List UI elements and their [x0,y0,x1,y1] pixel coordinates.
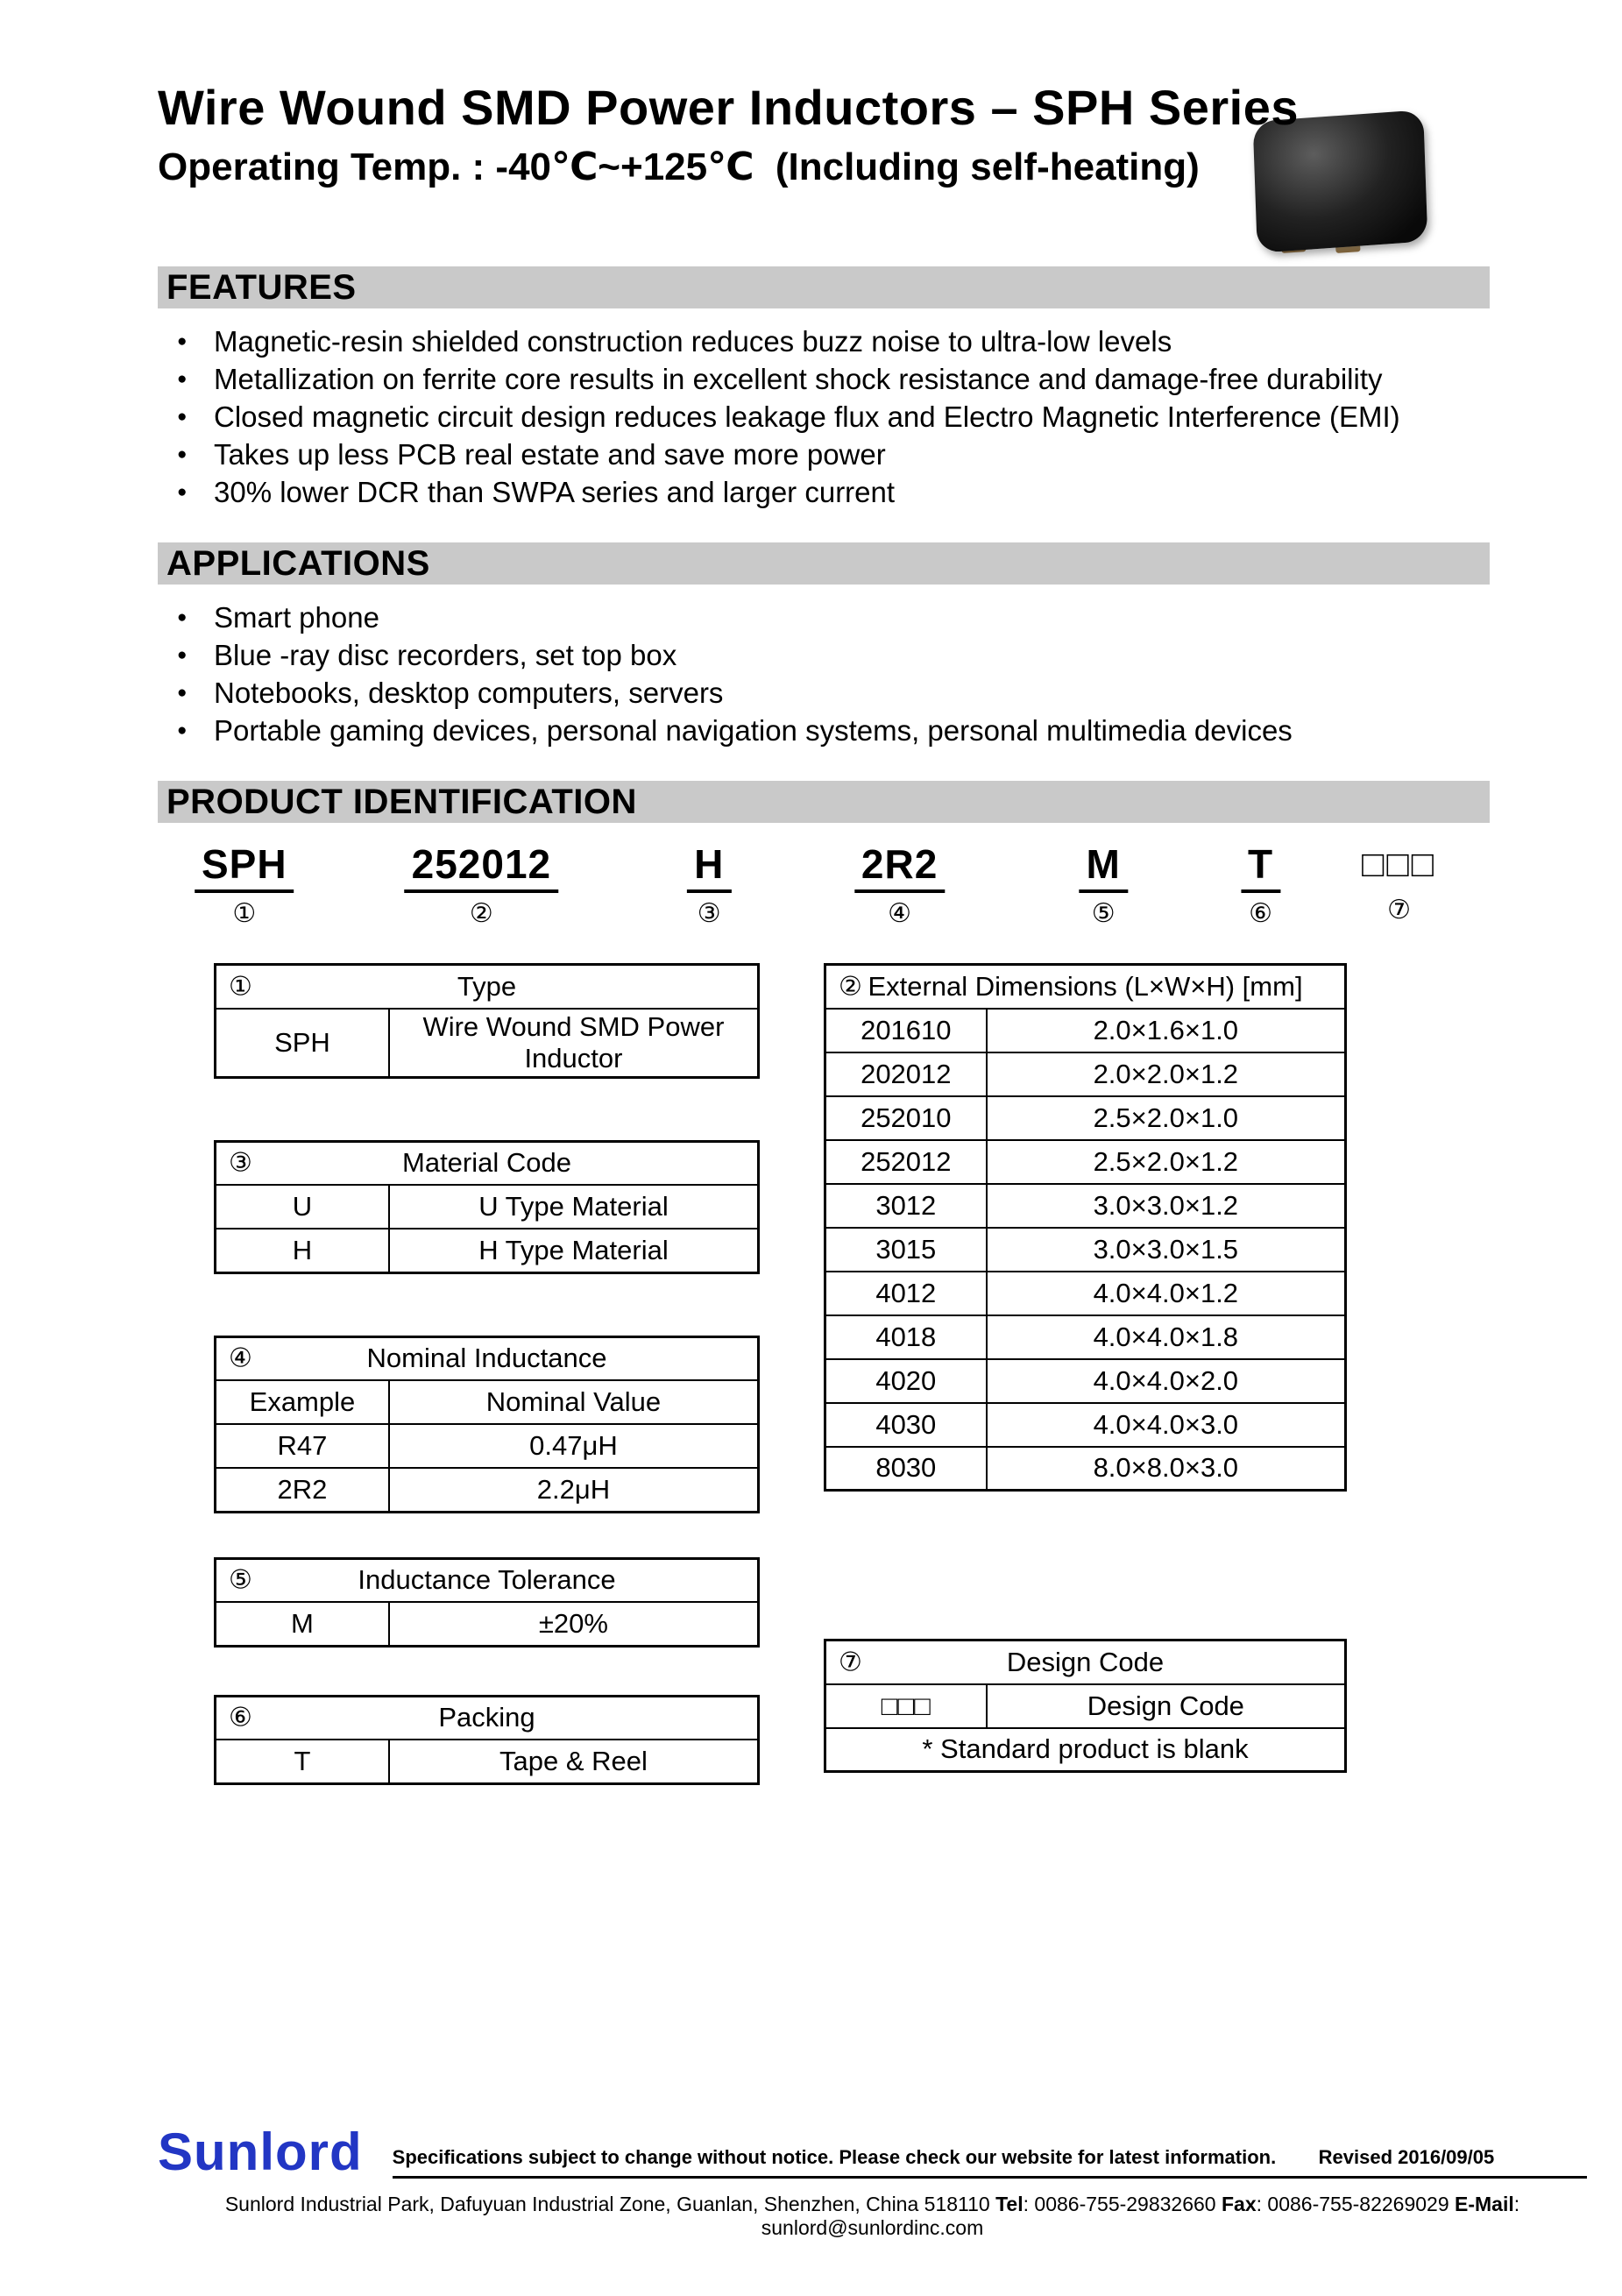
code-part-label: □□□ [1362,843,1437,884]
table-row [216,1185,759,1229]
address-text: : 0086-755-29832660 [1023,2193,1222,2215]
address-label: E-Mail [1455,2193,1514,2215]
features-list [177,322,1490,511]
code-part [1080,840,1128,929]
table-cell: □□□ [825,1684,987,1728]
table-cell: U [216,1185,389,1229]
table-cell: 201610 [825,1009,987,1052]
table-title: External Dimensions (L×W×H) [mm] [868,970,1303,1002]
table-cell: Nominal Value [389,1380,759,1424]
product-identification-heading: PRODUCT IDENTIFICATION [158,781,1490,823]
bullet-item: ● Magnetic-resin shielded construction reduces buzz noise to ultra-low levels [177,322,1490,360]
table-cell: 2.5×2.0×1.0 [987,1096,1346,1140]
table-row [825,1096,1346,1140]
table-cell: 252012 [825,1140,987,1184]
circled-number: ③ [229,1148,252,1178]
table-cell: 4.0×4.0×2.0 [987,1359,1346,1403]
table-row [216,1380,759,1424]
table-title: Type [457,970,517,1002]
bullet-item: ● Notebooks, desktop computers, servers [177,674,1490,712]
code-part [687,840,731,929]
bullet-item: ● Blue -ray disc recorders, set top box [177,636,1490,674]
page-footer [158,2122,1587,2240]
bullet-item: ● Metallization on ferrite core results in excellent shock resistance and damage-free durability [177,360,1490,398]
applications-heading: APPLICATIONS [158,542,1490,585]
table-row [825,1684,1346,1728]
table-title: Design Code [1006,1646,1165,1677]
table-cell: 8.0×8.0×3.0 [987,1447,1346,1491]
table-cell: 2.2μH [389,1468,759,1512]
footer-note-line [393,2146,1587,2179]
table-cell: 4030 [825,1403,987,1447]
table-cell: T [216,1740,389,1783]
table-cell: Design Code [987,1684,1346,1728]
nominal-inductance-table [214,1336,760,1513]
address-label: Tel [995,2193,1023,2215]
circled-number: ⑦ [1387,896,1412,925]
table-cell: 252010 [825,1096,987,1140]
operating-temp-subtitle: Operating Temp. : -40℃~+125℃ (Including self-heating) [158,145,1200,188]
table-cell: 3.0×3.0×1.2 [987,1184,1346,1228]
page-title: Wire Wound SMD Power Inductors – SPH Series [158,80,1299,135]
address-text: : sunlord@sunlordinc.com [761,2193,1520,2239]
address-text: Sunlord Industrial Park, Dafuyuan Industrial Zone, Guanlan, Shenzhen, China 518110 [224,2193,996,2215]
table-cell: 4012 [825,1272,987,1315]
address-text: : 0086-755-82269029 [1256,2193,1456,2215]
table-cell: 3012 [825,1184,987,1228]
packing-table [214,1695,760,1785]
specifications-note: Specifications subject to change without notice. Please check our website for latest information. [392,2146,1277,2168]
footer-top-row [158,2122,1587,2181]
table-row [216,1468,759,1512]
table-row [216,1740,759,1783]
applications-list [177,599,1490,749]
bullet-item: ● 30% lower DCR than SWPA series and larger current [177,473,1490,511]
code-part-label: 252012 [405,840,559,893]
table-row [216,1009,759,1078]
revision-date: Revised 2016/09/05 [1318,2146,1495,2168]
table-cell: 4.0×4.0×3.0 [987,1403,1346,1447]
page-content [158,0,1490,1785]
circled-number: ② [839,972,862,1002]
identification-tables [158,963,1490,1785]
table-row [825,1009,1346,1052]
bullet-item: ● Smart phone [177,599,1490,636]
code-part-label: 2R2 [854,840,945,893]
circled-number: ⑤ [229,1565,252,1595]
circled-number: ⑥ [229,1703,252,1733]
table-row [216,1424,759,1468]
table-cell: R47 [216,1424,389,1468]
table-row [825,1140,1346,1184]
table-title: Nominal Inductance [366,1343,607,1374]
table-cell: H [216,1229,389,1272]
code-part-label: H [687,840,731,893]
circled-number: ⑤ [1091,899,1116,928]
code-part-label: M [1080,840,1128,893]
code-part [1241,840,1280,929]
code-part [854,840,945,929]
type-table [214,963,760,1079]
code-part [1355,840,1443,925]
code-part [195,840,294,929]
table-row [825,1403,1346,1447]
circled-number: ③ [697,899,721,928]
table-cell: 4.0×4.0×1.2 [987,1272,1346,1315]
inductance-tolerance-table [214,1557,760,1648]
table-cell: 4020 [825,1359,987,1403]
circled-number: ⑦ [839,1648,862,1677]
table-cell: ±20% [389,1602,759,1646]
table-cell: 202012 [825,1052,987,1096]
bullet-item: ● Takes up less PCB real estate and save more power [177,436,1490,473]
table-cell: SPH [216,1009,389,1078]
table-cell: M [216,1602,389,1646]
features-heading: FEATURES [158,266,1490,308]
table-title: Material Code [402,1147,571,1179]
table-row [825,1447,1346,1491]
circled-number: ② [469,899,493,928]
table-cell: U Type Material [389,1185,759,1229]
table-cell: 2.5×2.0×1.2 [987,1140,1346,1184]
table-cell: 3015 [825,1228,987,1272]
table-row [216,1229,759,1272]
code-part [405,840,559,929]
design-code-table [824,1639,1347,1773]
table-row [216,1602,759,1646]
table-cell: 3.0×3.0×1.5 [987,1228,1346,1272]
company-address [158,2193,1587,2240]
table-row [825,1052,1346,1096]
table-cell: 2R2 [216,1468,389,1512]
table-cell: 8030 [825,1447,987,1491]
circled-number: ⑥ [1249,899,1272,928]
part-number-code-row [158,840,1490,944]
bullet-item: ● Portable gaming devices, personal navigation systems, personal multimedia devices [177,712,1490,749]
bullet-item: ● Closed magnetic circuit design reduces leakage flux and Electro Magnetic Interference (EMI) [177,398,1490,436]
circled-number: ① [229,972,252,1002]
address-label: Fax [1222,2193,1257,2215]
table-cell: 0.47μH [389,1424,759,1468]
table-cell: 4018 [825,1315,987,1359]
table-cell: 2.0×1.6×1.0 [987,1009,1346,1052]
code-part-label: SPH [195,840,294,893]
table-cell: Tape & Reel [389,1740,759,1783]
table-row [825,1184,1346,1228]
tables-left-column [214,963,760,1785]
sunlord-logo: Sunlord [158,2122,363,2181]
table-row [825,1315,1346,1359]
table-title: Packing [438,1702,535,1733]
circled-number: ① [232,899,257,928]
table-row [825,1359,1346,1403]
table-cell: 2.0×2.0×1.2 [987,1052,1346,1096]
tables-right-column [824,963,1347,1773]
circled-number: ④ [888,899,912,928]
table-cell: H Type Material [389,1229,759,1272]
table-cell: Wire Wound SMD Power Inductor [389,1009,759,1078]
circled-number: ④ [229,1343,252,1373]
table-cell: 4.0×4.0×1.8 [987,1315,1346,1359]
table-title: Inductance Tolerance [358,1564,616,1596]
material-code-table [214,1140,760,1274]
external-dimensions-table [824,963,1347,1492]
table-row [825,1228,1346,1272]
table-row [825,1272,1346,1315]
design-code-note: * Standard product is blank [825,1728,1346,1772]
table-cell: Example [216,1380,389,1424]
code-part-label: T [1241,840,1280,893]
